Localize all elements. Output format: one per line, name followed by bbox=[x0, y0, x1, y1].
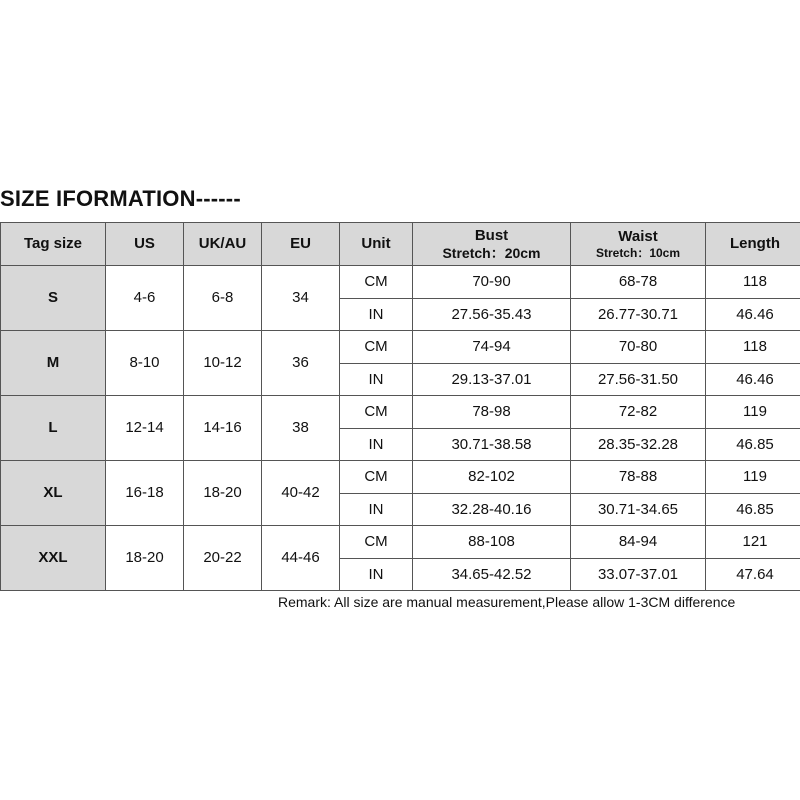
header-uk-au: UK/AU bbox=[183, 222, 262, 266]
waist-cell: 26.77-30.71 bbox=[570, 298, 706, 331]
size-cell: M bbox=[0, 330, 106, 396]
length-cell: 46.85 bbox=[705, 493, 800, 526]
ukau-cell: 6-8 bbox=[183, 265, 262, 331]
eu-cell: 34 bbox=[261, 265, 340, 331]
bust-cell: 29.13-37.01 bbox=[412, 363, 571, 396]
waist-cell: 27.56-31.50 bbox=[570, 363, 706, 396]
size-cell: XXL bbox=[0, 525, 106, 591]
us-cell: 16-18 bbox=[105, 460, 184, 526]
bust-cell: 32.28-40.16 bbox=[412, 493, 571, 526]
us-cell: 12-14 bbox=[105, 395, 184, 461]
length-cell: 47.64 bbox=[705, 558, 800, 591]
eu-cell: 36 bbox=[261, 330, 340, 396]
us-cell: 4-6 bbox=[105, 265, 184, 331]
unit-cell: CM bbox=[339, 265, 413, 299]
size-cell: S bbox=[0, 265, 106, 331]
size-cell: L bbox=[0, 395, 106, 461]
bust-cell: 27.56-35.43 bbox=[412, 298, 571, 331]
size-cell: XL bbox=[0, 460, 106, 526]
eu-cell: 38 bbox=[261, 395, 340, 461]
bust-cell: 70-90 bbox=[412, 265, 571, 299]
waist-cell: 78-88 bbox=[570, 460, 706, 494]
header-waist-stretch: Stretch：10cm bbox=[595, 245, 681, 260]
length-cell: 121 bbox=[705, 525, 800, 559]
unit-cell: CM bbox=[339, 395, 413, 429]
bust-cell: 88-108 bbox=[412, 525, 571, 559]
bust-cell: 74-94 bbox=[412, 330, 571, 364]
header-waist-label: Waist bbox=[618, 227, 658, 245]
length-cell: 119 bbox=[705, 460, 800, 494]
waist-cell: 28.35-32.28 bbox=[570, 428, 706, 461]
page-title: SIZE IFORMATION------ bbox=[0, 186, 241, 211]
length-cell: 118 bbox=[705, 265, 800, 299]
waist-cell: 33.07-37.01 bbox=[570, 558, 706, 591]
unit-cell: IN bbox=[339, 493, 413, 526]
eu-cell: 40-42 bbox=[261, 460, 340, 526]
ukau-cell: 20-22 bbox=[183, 525, 262, 591]
length-cell: 46.46 bbox=[705, 298, 800, 331]
ukau-cell: 10-12 bbox=[183, 330, 262, 396]
size-table bbox=[0, 222, 800, 592]
unit-cell: IN bbox=[339, 363, 413, 396]
ukau-cell: 18-20 bbox=[183, 460, 262, 526]
header-tag-size: Tag size bbox=[0, 222, 106, 266]
header-us: US bbox=[105, 222, 184, 266]
length-cell: 118 bbox=[705, 330, 800, 364]
bust-cell: 82-102 bbox=[412, 460, 571, 494]
bust-cell: 78-98 bbox=[412, 395, 571, 429]
unit-cell: CM bbox=[339, 525, 413, 559]
header-bust bbox=[412, 222, 571, 266]
length-cell: 46.85 bbox=[705, 428, 800, 461]
waist-cell: 30.71-34.65 bbox=[570, 493, 706, 526]
us-cell: 18-20 bbox=[105, 525, 184, 591]
length-cell: 119 bbox=[705, 395, 800, 429]
waist-cell: 70-80 bbox=[570, 330, 706, 364]
bust-cell: 30.71-38.58 bbox=[412, 428, 571, 461]
unit-cell: IN bbox=[339, 558, 413, 591]
unit-cell: IN bbox=[339, 298, 413, 331]
bust-cell: 34.65-42.52 bbox=[412, 558, 571, 591]
length-cell: 46.46 bbox=[705, 363, 800, 396]
us-cell: 8-10 bbox=[105, 330, 184, 396]
header-length: Length bbox=[705, 222, 800, 266]
unit-cell: CM bbox=[339, 330, 413, 364]
ukau-cell: 14-16 bbox=[183, 395, 262, 461]
unit-cell: CM bbox=[339, 460, 413, 494]
waist-cell: 72-82 bbox=[570, 395, 706, 429]
waist-cell: 84-94 bbox=[570, 525, 706, 559]
header-unit: Unit bbox=[339, 222, 413, 266]
header-bust-stretch: Stretch：20cm bbox=[442, 244, 541, 261]
header-eu: EU bbox=[261, 222, 340, 266]
unit-cell: IN bbox=[339, 428, 413, 461]
remark-note: Remark: All size are manual measurement,Please allow 1-3CM difference bbox=[278, 594, 736, 610]
header-bust-label: Bust bbox=[474, 226, 509, 244]
header-waist bbox=[570, 222, 706, 266]
waist-cell: 68-78 bbox=[570, 265, 706, 299]
eu-cell: 44-46 bbox=[261, 525, 340, 591]
